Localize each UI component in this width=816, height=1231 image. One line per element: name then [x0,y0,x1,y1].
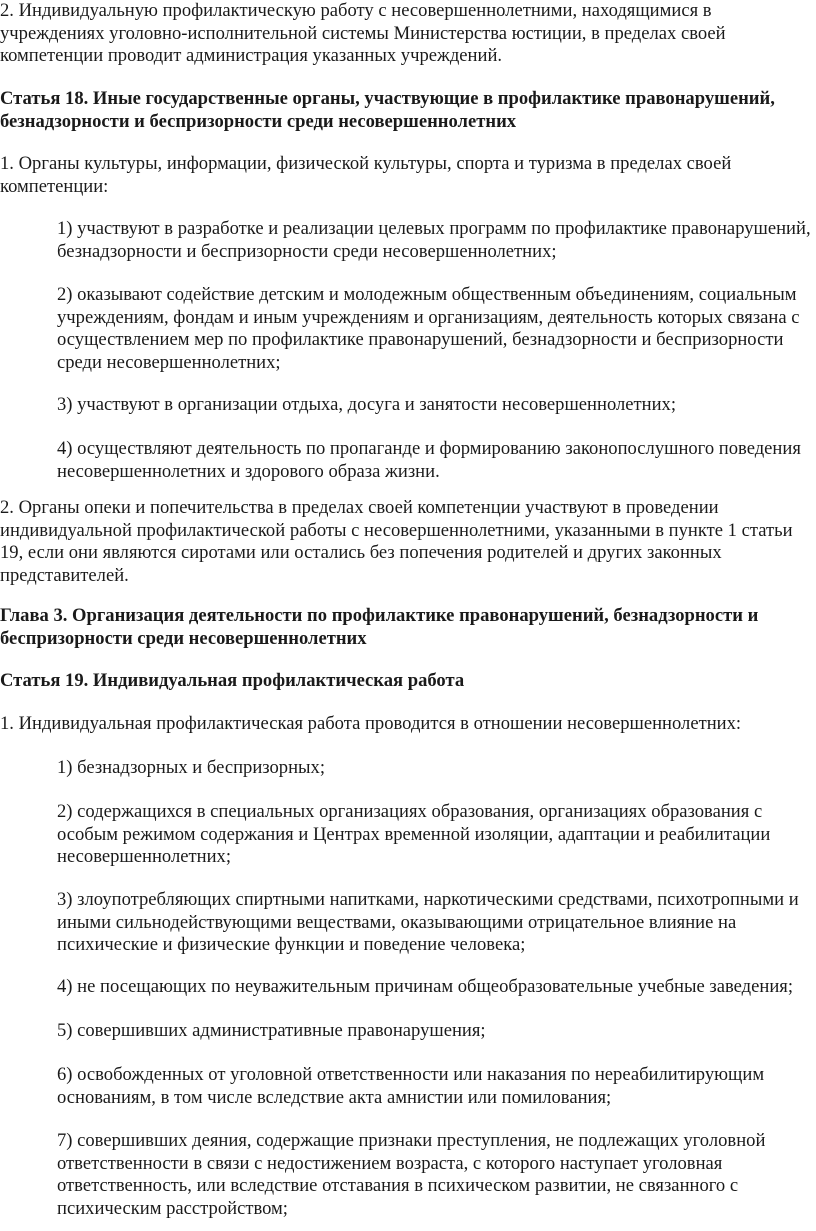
article-19-subitem-6: 6) освобожденных от уголовной ответственности или наказания по нереабилитирующим основаниям, в том числе вследствие акта амнистии или помилования; [57,1064,765,1108]
article-18-subitem-3: 3) участвуют в организации отдыха, досуга и занятости несовершеннолетних; [57,394,677,415]
article-18-subitem-1: 1) участвуют в разработке и реализации целевых программ по профилактике правонарушений, безнадзорности и беспризорности среди несовершеннолетних; [57,218,811,262]
article-19-subitem-4: 4) не посещающих по неуважительным причинам общеобразовательные учебные заведения; [57,976,794,997]
article-19-subitem-1: 1) безнадзорных и беспризорных; [57,757,326,778]
article-18-subitem-4: 4) осуществляют деятельность по пропаганде и формированию законопослушного поведения несовершеннолетних и здорового образа жизни. [57,438,801,482]
article-19-paragraph-1: 1. Индивидуальная профилактическая работа проводится в отношении несовершеннолетних: [0,713,742,734]
article-18-subitem-2: 2) оказывают содействие детским и молодежным общественным объединениям, социальным учреждениям, фондам и иным учреждениям и организациям, деятельность которых связана с осуществлением мер по профилактике правонарушений, безнадзорности и беспризорности среди несовершеннолетних; [57,284,800,373]
article-19-heading: Статья 19. Индивидуальная профилактическая работа [0,670,465,691]
article-19-subitem-7: 7) совершивших деяния, содержащие признаки преступления, не подлежащих уголовной ответственности в связи с недостижением возраста, с которого наступает уголовная ответственность, или вследствие отставания в психическом развитии, не связанного с психическим расстройством; [57,1130,766,1219]
paragraph-item-2-administration: 2. Индивидуальную профилактическую работу с несовершеннолетними, находящимися в учреждениях уголовно-исполнительной системы Министерства юстиции, в пределах своей компетенции проводит администрация указанных учреждений. [0,0,726,66]
article-19-subitem-3: 3) злоупотребляющих спиртными напитками, наркотическими средствами, психотропными и иными сильнодействующими веществами, оказывающими отрицательное влияние на психические и физические функции и поведение человека; [57,889,799,955]
article-18-paragraph-1: 1. Органы культуры, информации, физической культуры, спорта и туризма в пределах своей компетенции: [0,153,732,197]
article-18-paragraph-2: 2. Органы опеки и попечительства в пределах своей компетенции участвуют в проведении индивидуальной профилактической работы с несовершеннолетними, указанными в пункте 1 статьи 19, если они являются сиротами или остались без попечения родителей и других законных представителей. [0,497,793,586]
article-18-heading: Статья 18. Иные государственные органы, участвующие в профилактике правонарушений, безнадзорности и беспризорности среди несовершеннолетних [0,88,775,132]
chapter-3-heading: Глава 3. Организация деятельности по профилактике правонарушений, безнадзорности и беспризорности среди несовершеннолетних [0,605,759,649]
article-19-subitem-2: 2) содержащихся в специальных организациях образования, организациях образования с особым режимом содержания и Центрах временной изоляции, адаптации и реабилитации несовершеннолетних; [57,801,771,867]
article-19-subitem-5: 5) совершивших административные правонарушения; [57,1020,486,1041]
